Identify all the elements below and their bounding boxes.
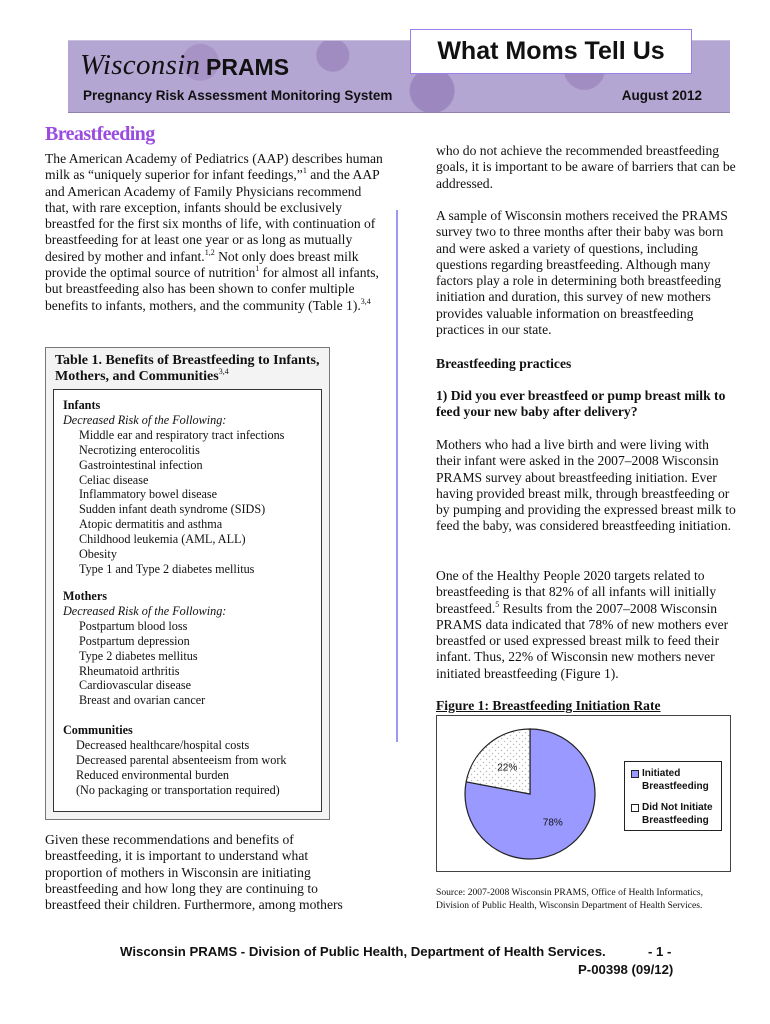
chart-legend bbox=[624, 761, 722, 831]
intro-text: for almost all infants, but breastfeeding also has been shown to confer multiple benefits to infants, mothers, and the community (Table 1). bbox=[45, 265, 379, 313]
column-divider bbox=[396, 210, 398, 742]
section-heading: Breastfeeding bbox=[45, 123, 155, 145]
group-heading: Infants bbox=[63, 398, 101, 412]
citation: 1,2 bbox=[204, 247, 215, 257]
survey-paragraph: A sample of Wisconsin mothers received the PRAMS survey two to three months after their baby was born and were asked a variety of questions, including questions regarding breastfeeding. Although many factors play a role in determining both breastfeeding initiation and duration, this survey of new mothers provides valuable information on breastfeeding practices in our state. bbox=[436, 208, 728, 338]
table-item: Reduced environmental burden bbox=[76, 767, 229, 782]
intro-text: Not only does breast milk provide the optimal source of nutrition bbox=[45, 248, 359, 281]
infant-items bbox=[63, 428, 284, 577]
table-item: Atopic dermatitis and asthma bbox=[79, 517, 223, 532]
citation: 5 bbox=[495, 599, 500, 609]
table-item: Necrotizing enterocolitis bbox=[79, 442, 200, 457]
practices-heading: Breastfeeding practices bbox=[436, 356, 572, 371]
figure-source: Source: 2007-2008 Wisconsin PRAMS, Office of Health Informatics, Division of Public Health, Wisconsin Department of Health Services. bbox=[436, 887, 704, 911]
group-subheading: Decreased Risk of the Following: bbox=[63, 603, 227, 618]
table-item: Cardiovascular disease bbox=[79, 678, 192, 693]
intro-paragraph bbox=[45, 151, 385, 314]
table-group-infants bbox=[63, 398, 284, 577]
table-group-mothers bbox=[63, 589, 226, 708]
table-title: Table 1. Benefits of Breastfeeding to Infants, Mothers, and Communities$^{3,4}$ bbox=[55, 353, 320, 384]
page-number: - 1 - bbox=[648, 944, 672, 959]
table-item: Decreased healthcare/hospital costs bbox=[76, 737, 250, 752]
data-label: 78% bbox=[542, 817, 563, 829]
table-item: Postpartum depression bbox=[79, 633, 190, 648]
citation: 1 bbox=[302, 166, 307, 176]
table-title-citation: 3,4 bbox=[218, 367, 229, 376]
table-group-communities bbox=[63, 723, 286, 798]
community-items bbox=[63, 738, 286, 798]
citation: 3,4 bbox=[360, 296, 371, 306]
mother-items bbox=[63, 619, 226, 708]
group-heading: Communities bbox=[63, 723, 133, 737]
issue-date: August 2012 bbox=[621, 88, 702, 103]
question-heading: 1) Did you ever breastfeed or pump breast milk to feed your new baby after delivery? bbox=[436, 388, 726, 420]
table-item: Obesity bbox=[79, 547, 117, 562]
header-subtitle: Pregnancy Risk Assessment Monitoring System bbox=[83, 88, 393, 103]
table-item: Middle ear and respiratory tract infections bbox=[79, 427, 285, 442]
initiation-paragraph: Mothers who had a live birth and were living with their infant were asked in the 2007–2008 Wisconsin PRAMS survey about breastfeeding initiation. Ever having provided breast milk, through breastfeeding or by pumping and providing the expressed breast milk to feed the baby, was considered breastfeeding initiation. bbox=[436, 437, 736, 534]
pie-chart bbox=[436, 715, 731, 872]
healthy-people-paragraph: One of the Healthy People 2020 targets related to breastfeeding is that 82% of all infants will initially breastfeed.$^5$ Results from the 2007–2008 Wisconsin PRAMS data indicated that 78% of new mothers ever breastfed or used expressed breast milk to feed their infant. Thus, 22% of Wisconsin new mothers never initiated breastfeeding (Figure 1). bbox=[436, 568, 729, 681]
legend-swatch bbox=[631, 804, 639, 812]
table-item: Sudden infant death syndrome (SIDS) bbox=[79, 502, 266, 517]
table-body bbox=[53, 389, 322, 812]
table-item: Postpartum blood loss bbox=[79, 618, 188, 633]
intro-text: and the AAP and American Academy of Family Physicians recommend that, with rare exception, infants should be exclusively breastfed for the first six months of life, with continuation of breastfeeding for at least one year or as long as mutually desired by mother and infant. bbox=[45, 167, 380, 264]
newsletter-title: What Moms Tell Us bbox=[410, 29, 692, 74]
citation: 1 bbox=[255, 264, 260, 274]
footer-organization: Wisconsin PRAMS - Division of Public Health, Department of Health Services. bbox=[120, 944, 606, 959]
table-item: Rheumatoid arthritis bbox=[79, 663, 180, 678]
intro-text: The American Academy of Pediatrics (AAP) describes human milk as “uniquely superior for infant feedings,” bbox=[45, 151, 383, 183]
brand-wisconsin: Wisconsin bbox=[80, 49, 201, 81]
legend-label: Did Not Initiate Breastfeeding bbox=[642, 802, 713, 826]
legend-swatch bbox=[631, 770, 639, 778]
table-item: Decreased parental absenteeism from work bbox=[76, 752, 287, 767]
table-item: Type 1 and Type 2 diabetes mellitus bbox=[79, 561, 255, 576]
data-label: 22% bbox=[497, 762, 518, 774]
legend-label: Initiated Breastfeeding bbox=[642, 768, 709, 792]
table-item: Breast and ovarian cancer bbox=[79, 693, 206, 708]
publication-number: P-00398 (09/12) bbox=[578, 962, 674, 977]
figure-title: Figure 1: Breastfeeding Initiation Rate bbox=[436, 698, 661, 713]
table-item: Childhood leukemia (AML, ALL) bbox=[79, 532, 246, 547]
group-heading: Mothers bbox=[63, 589, 107, 603]
table-item: (No packaging or transportation required) bbox=[76, 782, 280, 797]
brand-prams: PRAMS bbox=[206, 54, 290, 80]
benefits-table bbox=[45, 347, 330, 820]
barriers-paragraph: who do not achieve the recommended breastfeeding goals, it is important to be aware of barriers that can be addressed. bbox=[436, 143, 736, 191]
table-item: Type 2 diabetes mellitus bbox=[79, 648, 198, 663]
table-item: Inflammatory bowel disease bbox=[79, 487, 218, 502]
group-subheading: Decreased Risk of the Following: bbox=[63, 412, 227, 427]
table-item: Gastrointestinal infection bbox=[79, 457, 203, 472]
table-item: Celiac disease bbox=[79, 472, 149, 487]
conclusion-paragraph: Given these recommendations and benefits of breastfeeding, it is important to understand what proportion of mothers in Wisconsin are initiating breastfeeding and how long they are continuing to breastfeed their children. Furthermore, among mothers bbox=[45, 832, 343, 913]
